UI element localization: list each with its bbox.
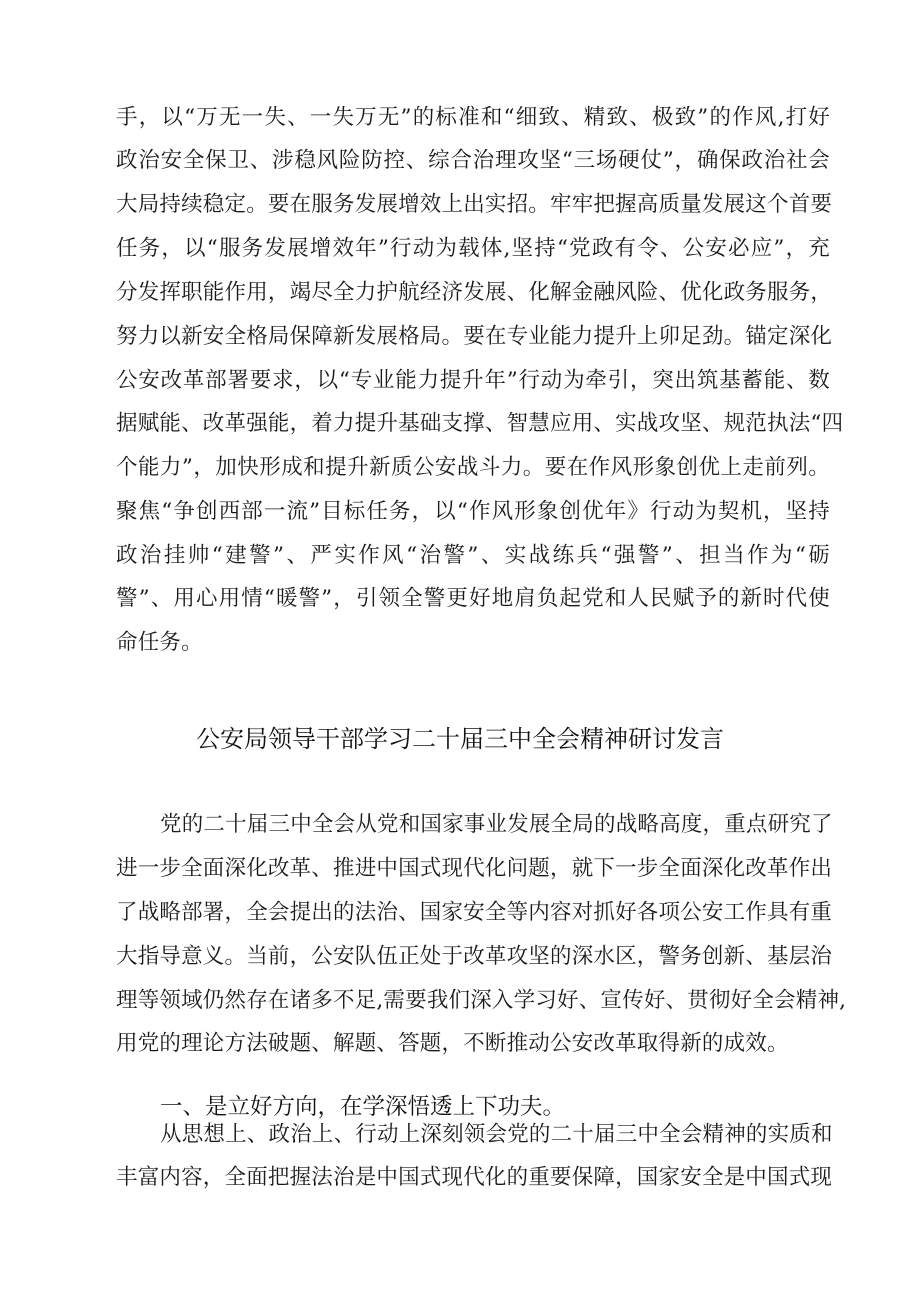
text-line: 从思想上、政治上、行动上深刻领会党的二十届三中全会精神的实质和 — [160, 1122, 833, 1147]
text-line: 手，以“万无一失、一失万无”的标准和“细致、精致、极致”的作风,打好 — [116, 105, 830, 130]
article-title: 公安局领导干部学习二十届三中全会精神研讨发言 — [196, 725, 724, 753]
text-line: 公安改革部署要求，以“专业能力提升年”行动为牵引，突出筑基蓄能、数 — [116, 368, 830, 393]
text-line: 个能力”，加快形成和提升新质公安战斗力。要在作风形象创优上走前列。 — [116, 455, 830, 480]
text-line: 警”、用心用情“暖警”，引领全警更好地肩负起党和人民赋予的新时代使 — [116, 586, 830, 611]
text-line: 政治挂帅“建警”、严实作风“治警”、实战练兵“强警”、担当作为“砺 — [116, 543, 830, 568]
text-line: 理等领域仍然存在诸多不足,需要我们深入学习好、宣传好、贯彻好全会精神, — [116, 988, 847, 1013]
text-line: 聚焦“争创西部一流”目标任务，以“作风形象创优年》行动为契机，坚持 — [116, 499, 830, 524]
text-line: 据赋能、改革强能，着力提升基础支撑、智慧应用、实战攻坚、规范执法“四 — [116, 411, 844, 436]
text-line: 分发挥职能作用，竭尽全力护航经济发展、化解金融风险、优化政务服务， — [116, 280, 833, 305]
text-line: 用党的理论方法破题、解题、答题，不断推动公安改革取得新的成效。 — [116, 1031, 789, 1056]
text-line: 任务，以“服务发展增效年”行动为载体,坚持“党政有令、公安必应”，充 — [116, 236, 830, 261]
text-line: 了战略部署，全会提出的法治、国家安全等内容对抓好各项公安工作具有重 — [116, 900, 833, 925]
text-line: 进一步全面深化改革、推进中国式现代化问题，就下一步全面深化改革作出 — [116, 856, 833, 881]
text-line: 大指导意义。当前，公安队伍正处于改革攻坚的深水区，警务创新、基层治 — [116, 944, 833, 969]
text-line: 政治安全保卫、涉稳风险防控、综合治理攻坚“三场硬仗”，确保政治社会 — [116, 148, 830, 173]
text-line: 命任务。 — [116, 630, 203, 655]
text-line: 党的二十届三中全会从党和国家事业发展全局的战略高度，重点研究了 — [160, 812, 833, 837]
text-line: 丰富内容，全面把握法治是中国式现代化的重要保障，国家安全是中国式现 — [116, 1165, 833, 1190]
text-line: 努力以新安全格局保障新发展格局。要在专业能力提升上卯足劲。锚定深化 — [116, 324, 833, 349]
section-heading: 一、是立好方向，在学深悟透上下功夫。 — [160, 1094, 566, 1120]
text-line: 大局持续稳定。要在服务发展增效上出实招。牢牢把握高质量发展这个首要 — [116, 192, 833, 217]
